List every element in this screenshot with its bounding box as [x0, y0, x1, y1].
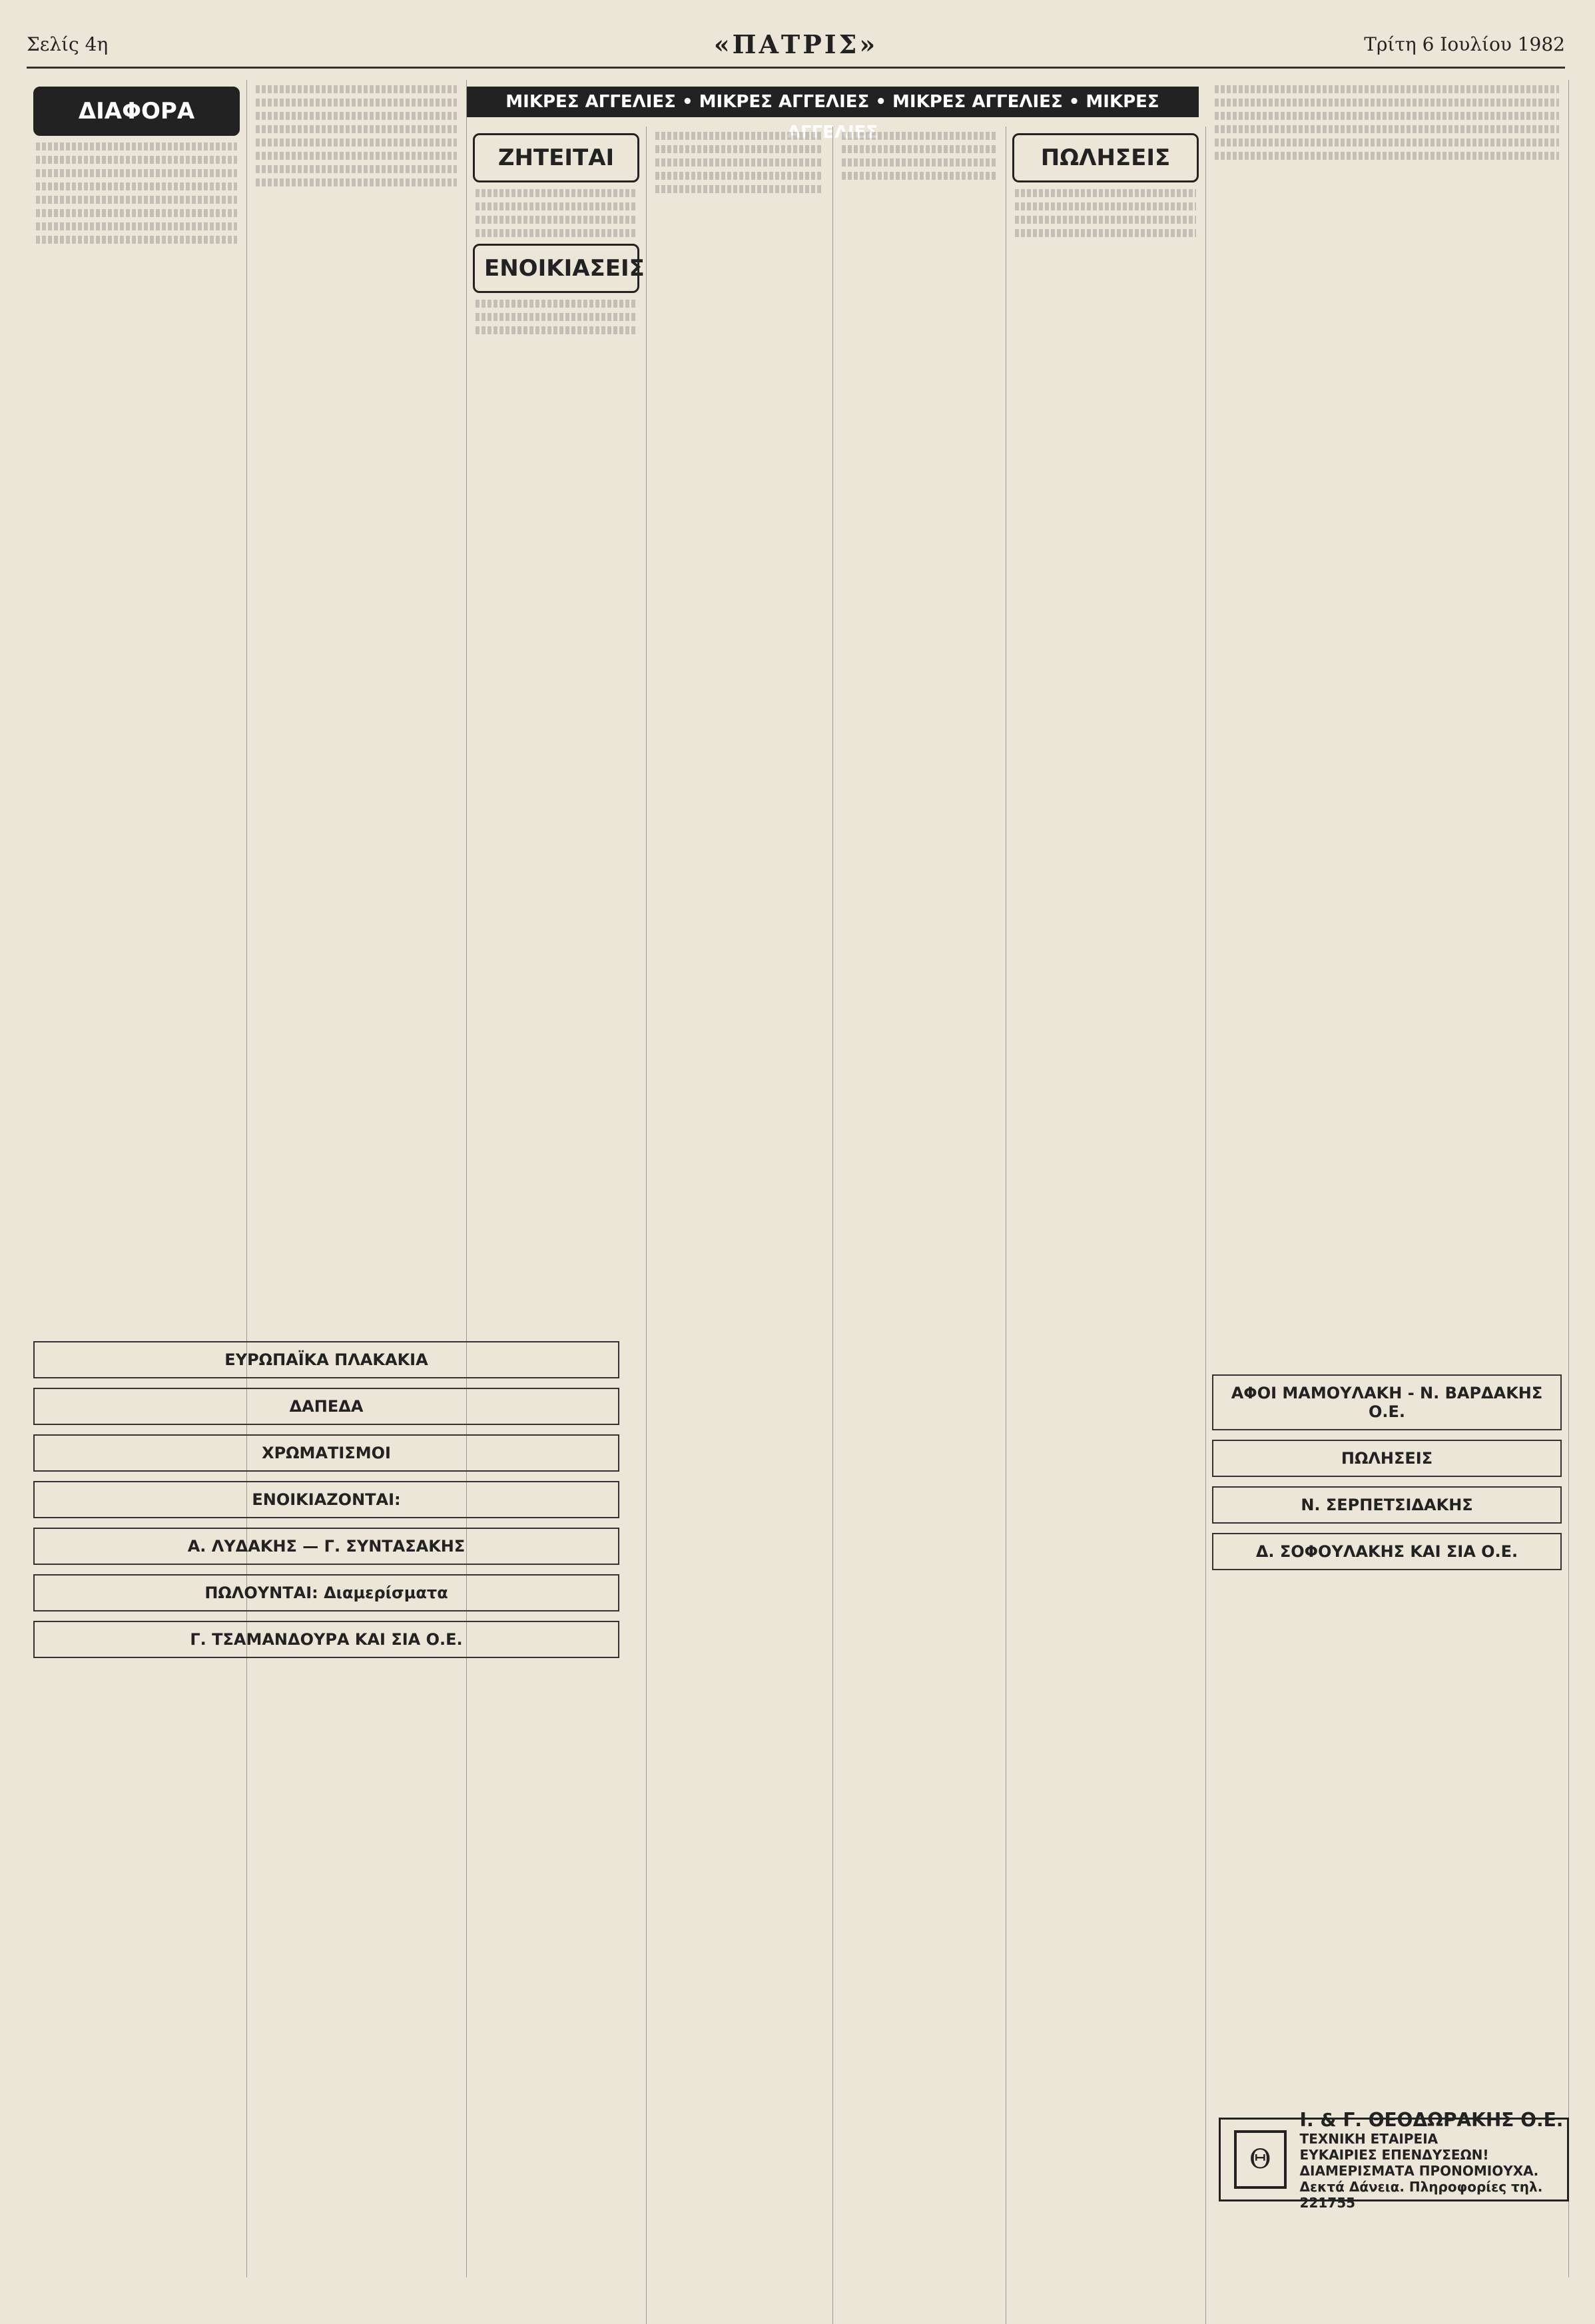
ad-lydakis: Α. ΛΥΔΑΚΗΣ — Γ. ΣΥΝΤΑΣΑΚΗΣ: [33, 1528, 619, 1565]
column-2: [246, 80, 467, 2277]
ad-xromatismoi: ΧΡΩΜΑΤΙΣΜΟΙ: [33, 1434, 619, 1472]
column-7: [1205, 80, 1569, 2277]
ad-dapeda: ΔΑΠΕΔΑ: [33, 1388, 619, 1425]
small-ads-banner: ΜΙΚΡΕΣ ΑΓΓΕΛΙΕΣ • ΜΙΚΡΕΣ ΑΓΓΕΛΙΕΣ • ΜΙΚΡΕΣ ΑΓΓΕΛΙΕΣ • ΜΙΚΡΕΣ ΑΓΓΕΛΙΕΣ: [466, 87, 1199, 117]
ad-poulountai: ΠΩΛΟΥΝΤΑΙ: Διαμερίσματα: [33, 1574, 619, 1611]
section-poliseis: ΠΩΛΗΣΕΙΣ: [1012, 133, 1199, 182]
ad-mamoulakis: ΑΦΟΙ ΜΑΜΟΥΛΑΚΗ - Ν. ΒΑΡΔΑΚΗΣ Ο.Ε.: [1212, 1374, 1562, 1430]
lower-right-ads: [1205, 1365, 1568, 1580]
ad-enoikiazontai: ΕΝΟΙΚΙΑΖΟΝΤΑΙ:: [33, 1481, 619, 1518]
ad-poliseis: ΠΩΛΗΣΕΙΣ: [1212, 1440, 1562, 1477]
page-header: [27, 27, 1565, 69]
page-number: Σελίς 4η: [27, 33, 109, 55]
ad-serpetsidakis: Ν. ΣΕΡΠΕΤΣΙΔΑΚΗΣ: [1212, 1486, 1562, 1524]
ad-sofoulakis: Δ. ΣΟΦΟΥΛΑΚΗΣ ΚΑΙ ΣΙΑ Ο.Ε.: [1212, 1533, 1562, 1570]
section-zitountai: ΖΗΤΕΙΤΑΙ: [473, 133, 639, 182]
theodorakis-ad: Θ Ι. & Γ. ΘΕΟΔΩΡΑΚΗΣ Ο.Ε. ΤΕΧΝΙΚΗ ΕΤΑΙΡΕΙΑ ΕΥΚΑΙΡΙΕΣ ΕΠΕΝΔΥΣΕΩΝ! ΔΙΑΜΕΡΙΣΜΑΤΑ ΠΡΟΝΟΜΙΟΥΧΑ. Δεκτά Δάνεια. Πληροφορίες τηλ. 221755: [1219, 2118, 1569, 2201]
ad-plakakia: ΕΥΡΩΠΑΪΚΑ ΠΛΑΚΑΚΙΑ: [33, 1341, 619, 1378]
section-enoikiaseis: ΕΝΟΙΚΙΑΣΕΙΣ: [473, 244, 639, 293]
column-4: [646, 127, 833, 2324]
date: Τρίτη 6 Ιουλίου 1982: [1364, 33, 1565, 55]
lower-left-ads: [27, 1332, 626, 1667]
ad-tsamandoura: Γ. ΤΣΑΜΑΝΔΟΥΡΑ ΚΑΙ ΣΙΑ Ο.Ε.: [33, 1621, 619, 1658]
section-diafora: ΔΙΑΦΟΡΑ: [33, 87, 240, 136]
column-1: [27, 80, 247, 2277]
column-5: [832, 127, 1006, 2324]
company-logo-icon: Θ: [1234, 2130, 1287, 2189]
column-3: [466, 127, 647, 2324]
column-6: [1006, 127, 1206, 2324]
masthead: «ΠΑΤΡΙΣ»: [713, 29, 878, 59]
